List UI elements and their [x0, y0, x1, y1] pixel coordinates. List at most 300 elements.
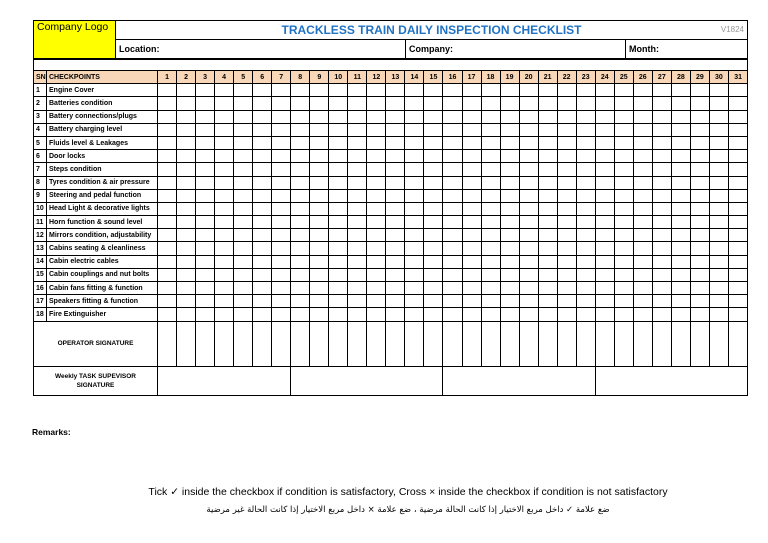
- check-cell[interactable]: [652, 255, 671, 268]
- check-cell[interactable]: [215, 308, 234, 321]
- check-cell[interactable]: [462, 255, 481, 268]
- signature-cell[interactable]: [728, 321, 747, 366]
- check-cell[interactable]: [500, 110, 519, 123]
- check-cell[interactable]: [576, 255, 595, 268]
- check-cell[interactable]: [538, 229, 557, 242]
- check-cell[interactable]: [728, 216, 747, 229]
- check-cell[interactable]: [519, 268, 538, 281]
- check-cell[interactable]: [196, 136, 215, 149]
- check-cell[interactable]: [234, 216, 253, 229]
- check-cell[interactable]: [671, 176, 690, 189]
- check-cell[interactable]: [519, 136, 538, 149]
- signature-cell[interactable]: [633, 321, 652, 366]
- check-cell[interactable]: [500, 242, 519, 255]
- check-cell[interactable]: [177, 123, 196, 136]
- check-cell[interactable]: [405, 268, 424, 281]
- check-cell[interactable]: [690, 229, 709, 242]
- check-cell[interactable]: [538, 97, 557, 110]
- check-cell[interactable]: [310, 163, 329, 176]
- check-cell[interactable]: [424, 308, 443, 321]
- check-cell[interactable]: [614, 202, 633, 215]
- check-cell[interactable]: [690, 110, 709, 123]
- check-cell[interactable]: [272, 110, 291, 123]
- check-cell[interactable]: [576, 295, 595, 308]
- check-cell[interactable]: [348, 295, 367, 308]
- check-cell[interactable]: [424, 176, 443, 189]
- check-cell[interactable]: [386, 150, 405, 163]
- signature-cell[interactable]: [576, 321, 595, 366]
- check-cell[interactable]: [196, 97, 215, 110]
- check-cell[interactable]: [690, 136, 709, 149]
- check-cell[interactable]: [462, 176, 481, 189]
- check-cell[interactable]: [557, 163, 576, 176]
- check-cell[interactable]: [443, 308, 462, 321]
- check-cell[interactable]: [614, 97, 633, 110]
- check-cell[interactable]: [728, 308, 747, 321]
- check-cell[interactable]: [690, 216, 709, 229]
- check-cell[interactable]: [196, 163, 215, 176]
- check-cell[interactable]: [728, 268, 747, 281]
- check-cell[interactable]: [633, 216, 652, 229]
- check-cell[interactable]: [291, 202, 310, 215]
- check-cell[interactable]: [196, 216, 215, 229]
- check-cell[interactable]: [291, 282, 310, 295]
- check-cell[interactable]: [576, 136, 595, 149]
- check-cell[interactable]: [348, 136, 367, 149]
- check-cell[interactable]: [462, 308, 481, 321]
- check-cell[interactable]: [443, 202, 462, 215]
- check-cell[interactable]: [310, 295, 329, 308]
- signature-cell[interactable]: [310, 321, 329, 366]
- check-cell[interactable]: [633, 123, 652, 136]
- signature-cell[interactable]: [177, 321, 196, 366]
- check-cell[interactable]: [424, 242, 443, 255]
- check-cell[interactable]: [557, 97, 576, 110]
- check-cell[interactable]: [215, 84, 234, 97]
- check-cell[interactable]: [348, 150, 367, 163]
- check-cell[interactable]: [652, 268, 671, 281]
- check-cell[interactable]: [462, 84, 481, 97]
- check-cell[interactable]: [633, 282, 652, 295]
- check-cell[interactable]: [481, 202, 500, 215]
- check-cell[interactable]: [500, 123, 519, 136]
- location-field[interactable]: Location:: [116, 40, 406, 59]
- check-cell[interactable]: [310, 110, 329, 123]
- check-cell[interactable]: [500, 189, 519, 202]
- check-cell[interactable]: [215, 97, 234, 110]
- check-cell[interactable]: [253, 308, 272, 321]
- signature-cell[interactable]: [443, 321, 462, 366]
- check-cell[interactable]: [215, 150, 234, 163]
- check-cell[interactable]: [405, 189, 424, 202]
- check-cell[interactable]: [291, 255, 310, 268]
- signature-cell[interactable]: [538, 321, 557, 366]
- check-cell[interactable]: [253, 123, 272, 136]
- check-cell[interactable]: [405, 136, 424, 149]
- check-cell[interactable]: [576, 229, 595, 242]
- check-cell[interactable]: [310, 84, 329, 97]
- check-cell[interactable]: [728, 136, 747, 149]
- check-cell[interactable]: [291, 97, 310, 110]
- check-cell[interactable]: [633, 202, 652, 215]
- check-cell[interactable]: [614, 176, 633, 189]
- check-cell[interactable]: [196, 84, 215, 97]
- check-cell[interactable]: [158, 202, 177, 215]
- check-cell[interactable]: [576, 110, 595, 123]
- check-cell[interactable]: [158, 110, 177, 123]
- check-cell[interactable]: [386, 176, 405, 189]
- check-cell[interactable]: [272, 189, 291, 202]
- check-cell[interactable]: [329, 84, 348, 97]
- check-cell[interactable]: [690, 242, 709, 255]
- check-cell[interactable]: [329, 136, 348, 149]
- check-cell[interactable]: [481, 163, 500, 176]
- check-cell[interactable]: [709, 295, 728, 308]
- check-cell[interactable]: [386, 123, 405, 136]
- check-cell[interactable]: [443, 123, 462, 136]
- check-cell[interactable]: [329, 189, 348, 202]
- check-cell[interactable]: [424, 282, 443, 295]
- check-cell[interactable]: [177, 84, 196, 97]
- check-cell[interactable]: [329, 229, 348, 242]
- check-cell[interactable]: [462, 282, 481, 295]
- check-cell[interactable]: [329, 163, 348, 176]
- check-cell[interactable]: [595, 216, 614, 229]
- check-cell[interactable]: [158, 97, 177, 110]
- check-cell[interactable]: [253, 136, 272, 149]
- check-cell[interactable]: [595, 84, 614, 97]
- check-cell[interactable]: [272, 202, 291, 215]
- check-cell[interactable]: [196, 308, 215, 321]
- check-cell[interactable]: [177, 242, 196, 255]
- check-cell[interactable]: [538, 216, 557, 229]
- check-cell[interactable]: [177, 163, 196, 176]
- check-cell[interactable]: [709, 268, 728, 281]
- check-cell[interactable]: [272, 163, 291, 176]
- check-cell[interactable]: [519, 229, 538, 242]
- check-cell[interactable]: [158, 84, 177, 97]
- check-cell[interactable]: [443, 150, 462, 163]
- check-cell[interactable]: [595, 123, 614, 136]
- check-cell[interactable]: [443, 295, 462, 308]
- check-cell[interactable]: [652, 176, 671, 189]
- check-cell[interactable]: [690, 176, 709, 189]
- check-cell[interactable]: [443, 163, 462, 176]
- check-cell[interactable]: [177, 150, 196, 163]
- check-cell[interactable]: [367, 216, 386, 229]
- check-cell[interactable]: [462, 268, 481, 281]
- check-cell[interactable]: [424, 136, 443, 149]
- check-cell[interactable]: [253, 163, 272, 176]
- check-cell[interactable]: [196, 189, 215, 202]
- check-cell[interactable]: [424, 97, 443, 110]
- check-cell[interactable]: [462, 216, 481, 229]
- check-cell[interactable]: [557, 295, 576, 308]
- check-cell[interactable]: [671, 242, 690, 255]
- check-cell[interactable]: [576, 150, 595, 163]
- check-cell[interactable]: [329, 97, 348, 110]
- check-cell[interactable]: [652, 123, 671, 136]
- check-cell[interactable]: [614, 242, 633, 255]
- check-cell[interactable]: [633, 163, 652, 176]
- check-cell[interactable]: [652, 295, 671, 308]
- check-cell[interactable]: [272, 268, 291, 281]
- check-cell[interactable]: [671, 295, 690, 308]
- check-cell[interactable]: [728, 255, 747, 268]
- check-cell[interactable]: [329, 123, 348, 136]
- check-cell[interactable]: [671, 216, 690, 229]
- check-cell[interactable]: [557, 308, 576, 321]
- check-cell[interactable]: [405, 202, 424, 215]
- check-cell[interactable]: [652, 84, 671, 97]
- signature-cell[interactable]: [329, 321, 348, 366]
- check-cell[interactable]: [386, 255, 405, 268]
- check-cell[interactable]: [215, 163, 234, 176]
- check-cell[interactable]: [595, 176, 614, 189]
- check-cell[interactable]: [500, 150, 519, 163]
- check-cell[interactable]: [310, 97, 329, 110]
- check-cell[interactable]: [386, 242, 405, 255]
- check-cell[interactable]: [519, 123, 538, 136]
- check-cell[interactable]: [272, 216, 291, 229]
- check-cell[interactable]: [652, 202, 671, 215]
- check-cell[interactable]: [424, 216, 443, 229]
- check-cell[interactable]: [291, 150, 310, 163]
- check-cell[interactable]: [196, 123, 215, 136]
- check-cell[interactable]: [158, 123, 177, 136]
- check-cell[interactable]: [728, 202, 747, 215]
- check-cell[interactable]: [367, 268, 386, 281]
- check-cell[interactable]: [424, 163, 443, 176]
- check-cell[interactable]: [253, 176, 272, 189]
- check-cell[interactable]: [595, 97, 614, 110]
- check-cell[interactable]: [633, 295, 652, 308]
- check-cell[interactable]: [424, 110, 443, 123]
- check-cell[interactable]: [633, 150, 652, 163]
- check-cell[interactable]: [481, 150, 500, 163]
- check-cell[interactable]: [709, 97, 728, 110]
- check-cell[interactable]: [158, 150, 177, 163]
- company-field[interactable]: Company:: [406, 40, 626, 59]
- check-cell[interactable]: [272, 282, 291, 295]
- check-cell[interactable]: [234, 84, 253, 97]
- check-cell[interactable]: [291, 268, 310, 281]
- check-cell[interactable]: [671, 97, 690, 110]
- check-cell[interactable]: [538, 268, 557, 281]
- check-cell[interactable]: [652, 282, 671, 295]
- check-cell[interactable]: [310, 229, 329, 242]
- check-cell[interactable]: [310, 136, 329, 149]
- check-cell[interactable]: [291, 216, 310, 229]
- check-cell[interactable]: [348, 84, 367, 97]
- check-cell[interactable]: [443, 97, 462, 110]
- check-cell[interactable]: [633, 176, 652, 189]
- signature-cell[interactable]: [500, 321, 519, 366]
- check-cell[interactable]: [728, 295, 747, 308]
- check-cell[interactable]: [709, 176, 728, 189]
- check-cell[interactable]: [633, 242, 652, 255]
- check-cell[interactable]: [348, 202, 367, 215]
- check-cell[interactable]: [652, 110, 671, 123]
- check-cell[interactable]: [272, 97, 291, 110]
- check-cell[interactable]: [367, 123, 386, 136]
- check-cell[interactable]: [633, 255, 652, 268]
- check-cell[interactable]: [367, 176, 386, 189]
- check-cell[interactable]: [234, 189, 253, 202]
- check-cell[interactable]: [500, 216, 519, 229]
- check-cell[interactable]: [576, 123, 595, 136]
- check-cell[interactable]: [215, 202, 234, 215]
- check-cell[interactable]: [595, 136, 614, 149]
- check-cell[interactable]: [709, 150, 728, 163]
- check-cell[interactable]: [291, 229, 310, 242]
- check-cell[interactable]: [348, 216, 367, 229]
- check-cell[interactable]: [234, 242, 253, 255]
- check-cell[interactable]: [386, 202, 405, 215]
- check-cell[interactable]: [595, 295, 614, 308]
- check-cell[interactable]: [158, 295, 177, 308]
- check-cell[interactable]: [462, 110, 481, 123]
- check-cell[interactable]: [196, 150, 215, 163]
- check-cell[interactable]: [652, 308, 671, 321]
- signature-cell[interactable]: [595, 321, 614, 366]
- check-cell[interactable]: [690, 308, 709, 321]
- check-cell[interactable]: [614, 84, 633, 97]
- check-cell[interactable]: [728, 282, 747, 295]
- check-cell[interactable]: [500, 202, 519, 215]
- check-cell[interactable]: [405, 308, 424, 321]
- check-cell[interactable]: [462, 202, 481, 215]
- check-cell[interactable]: [348, 255, 367, 268]
- check-cell[interactable]: [728, 110, 747, 123]
- check-cell[interactable]: [633, 97, 652, 110]
- check-cell[interactable]: [424, 229, 443, 242]
- check-cell[interactable]: [196, 202, 215, 215]
- check-cell[interactable]: [443, 110, 462, 123]
- check-cell[interactable]: [557, 136, 576, 149]
- check-cell[interactable]: [348, 123, 367, 136]
- check-cell[interactable]: [329, 268, 348, 281]
- check-cell[interactable]: [633, 268, 652, 281]
- check-cell[interactable]: [481, 84, 500, 97]
- check-cell[interactable]: [576, 176, 595, 189]
- check-cell[interactable]: [443, 229, 462, 242]
- check-cell[interactable]: [272, 308, 291, 321]
- check-cell[interactable]: [348, 176, 367, 189]
- check-cell[interactable]: [367, 150, 386, 163]
- check-cell[interactable]: [709, 229, 728, 242]
- check-cell[interactable]: [177, 282, 196, 295]
- check-cell[interactable]: [272, 176, 291, 189]
- check-cell[interactable]: [234, 110, 253, 123]
- check-cell[interactable]: [462, 229, 481, 242]
- check-cell[interactable]: [728, 242, 747, 255]
- check-cell[interactable]: [348, 308, 367, 321]
- signature-cell[interactable]: [215, 321, 234, 366]
- signature-cell[interactable]: [367, 321, 386, 366]
- check-cell[interactable]: [500, 229, 519, 242]
- check-cell[interactable]: [690, 150, 709, 163]
- check-cell[interactable]: [519, 295, 538, 308]
- check-cell[interactable]: [386, 295, 405, 308]
- check-cell[interactable]: [177, 308, 196, 321]
- check-cell[interactable]: [671, 163, 690, 176]
- check-cell[interactable]: [367, 97, 386, 110]
- check-cell[interactable]: [215, 242, 234, 255]
- check-cell[interactable]: [234, 282, 253, 295]
- check-cell[interactable]: [367, 242, 386, 255]
- check-cell[interactable]: [291, 123, 310, 136]
- check-cell[interactable]: [671, 268, 690, 281]
- check-cell[interactable]: [291, 308, 310, 321]
- check-cell[interactable]: [424, 295, 443, 308]
- check-cell[interactable]: [690, 189, 709, 202]
- check-cell[interactable]: [481, 97, 500, 110]
- check-cell[interactable]: [709, 123, 728, 136]
- check-cell[interactable]: [424, 268, 443, 281]
- check-cell[interactable]: [557, 150, 576, 163]
- check-cell[interactable]: [519, 84, 538, 97]
- check-cell[interactable]: [614, 123, 633, 136]
- check-cell[interactable]: [690, 84, 709, 97]
- check-cell[interactable]: [652, 136, 671, 149]
- check-cell[interactable]: [196, 110, 215, 123]
- check-cell[interactable]: [329, 255, 348, 268]
- check-cell[interactable]: [348, 163, 367, 176]
- signature-cell[interactable]: [614, 321, 633, 366]
- check-cell[interactable]: [595, 308, 614, 321]
- check-cell[interactable]: [595, 255, 614, 268]
- check-cell[interactable]: [234, 123, 253, 136]
- check-cell[interactable]: [310, 282, 329, 295]
- check-cell[interactable]: [272, 150, 291, 163]
- check-cell[interactable]: [405, 229, 424, 242]
- check-cell[interactable]: [310, 242, 329, 255]
- check-cell[interactable]: [538, 123, 557, 136]
- check-cell[interactable]: [652, 163, 671, 176]
- check-cell[interactable]: [557, 282, 576, 295]
- check-cell[interactable]: [443, 176, 462, 189]
- check-cell[interactable]: [405, 123, 424, 136]
- check-cell[interactable]: [614, 136, 633, 149]
- check-cell[interactable]: [424, 202, 443, 215]
- check-cell[interactable]: [519, 255, 538, 268]
- check-cell[interactable]: [177, 189, 196, 202]
- check-cell[interactable]: [329, 282, 348, 295]
- check-cell[interactable]: [253, 189, 272, 202]
- signature-cell[interactable]: [424, 321, 443, 366]
- check-cell[interactable]: [253, 295, 272, 308]
- check-cell[interactable]: [405, 150, 424, 163]
- signature-cell[interactable]: [557, 321, 576, 366]
- check-cell[interactable]: [557, 229, 576, 242]
- check-cell[interactable]: [652, 229, 671, 242]
- check-cell[interactable]: [538, 176, 557, 189]
- check-cell[interactable]: [519, 97, 538, 110]
- check-cell[interactable]: [253, 229, 272, 242]
- check-cell[interactable]: [595, 163, 614, 176]
- check-cell[interactable]: [196, 282, 215, 295]
- check-cell[interactable]: [481, 295, 500, 308]
- check-cell[interactable]: [348, 268, 367, 281]
- check-cell[interactable]: [158, 136, 177, 149]
- check-cell[interactable]: [310, 176, 329, 189]
- signature-cell[interactable]: [158, 321, 177, 366]
- check-cell[interactable]: [728, 176, 747, 189]
- check-cell[interactable]: [500, 163, 519, 176]
- signature-cell[interactable]: [690, 321, 709, 366]
- check-cell[interactable]: [481, 189, 500, 202]
